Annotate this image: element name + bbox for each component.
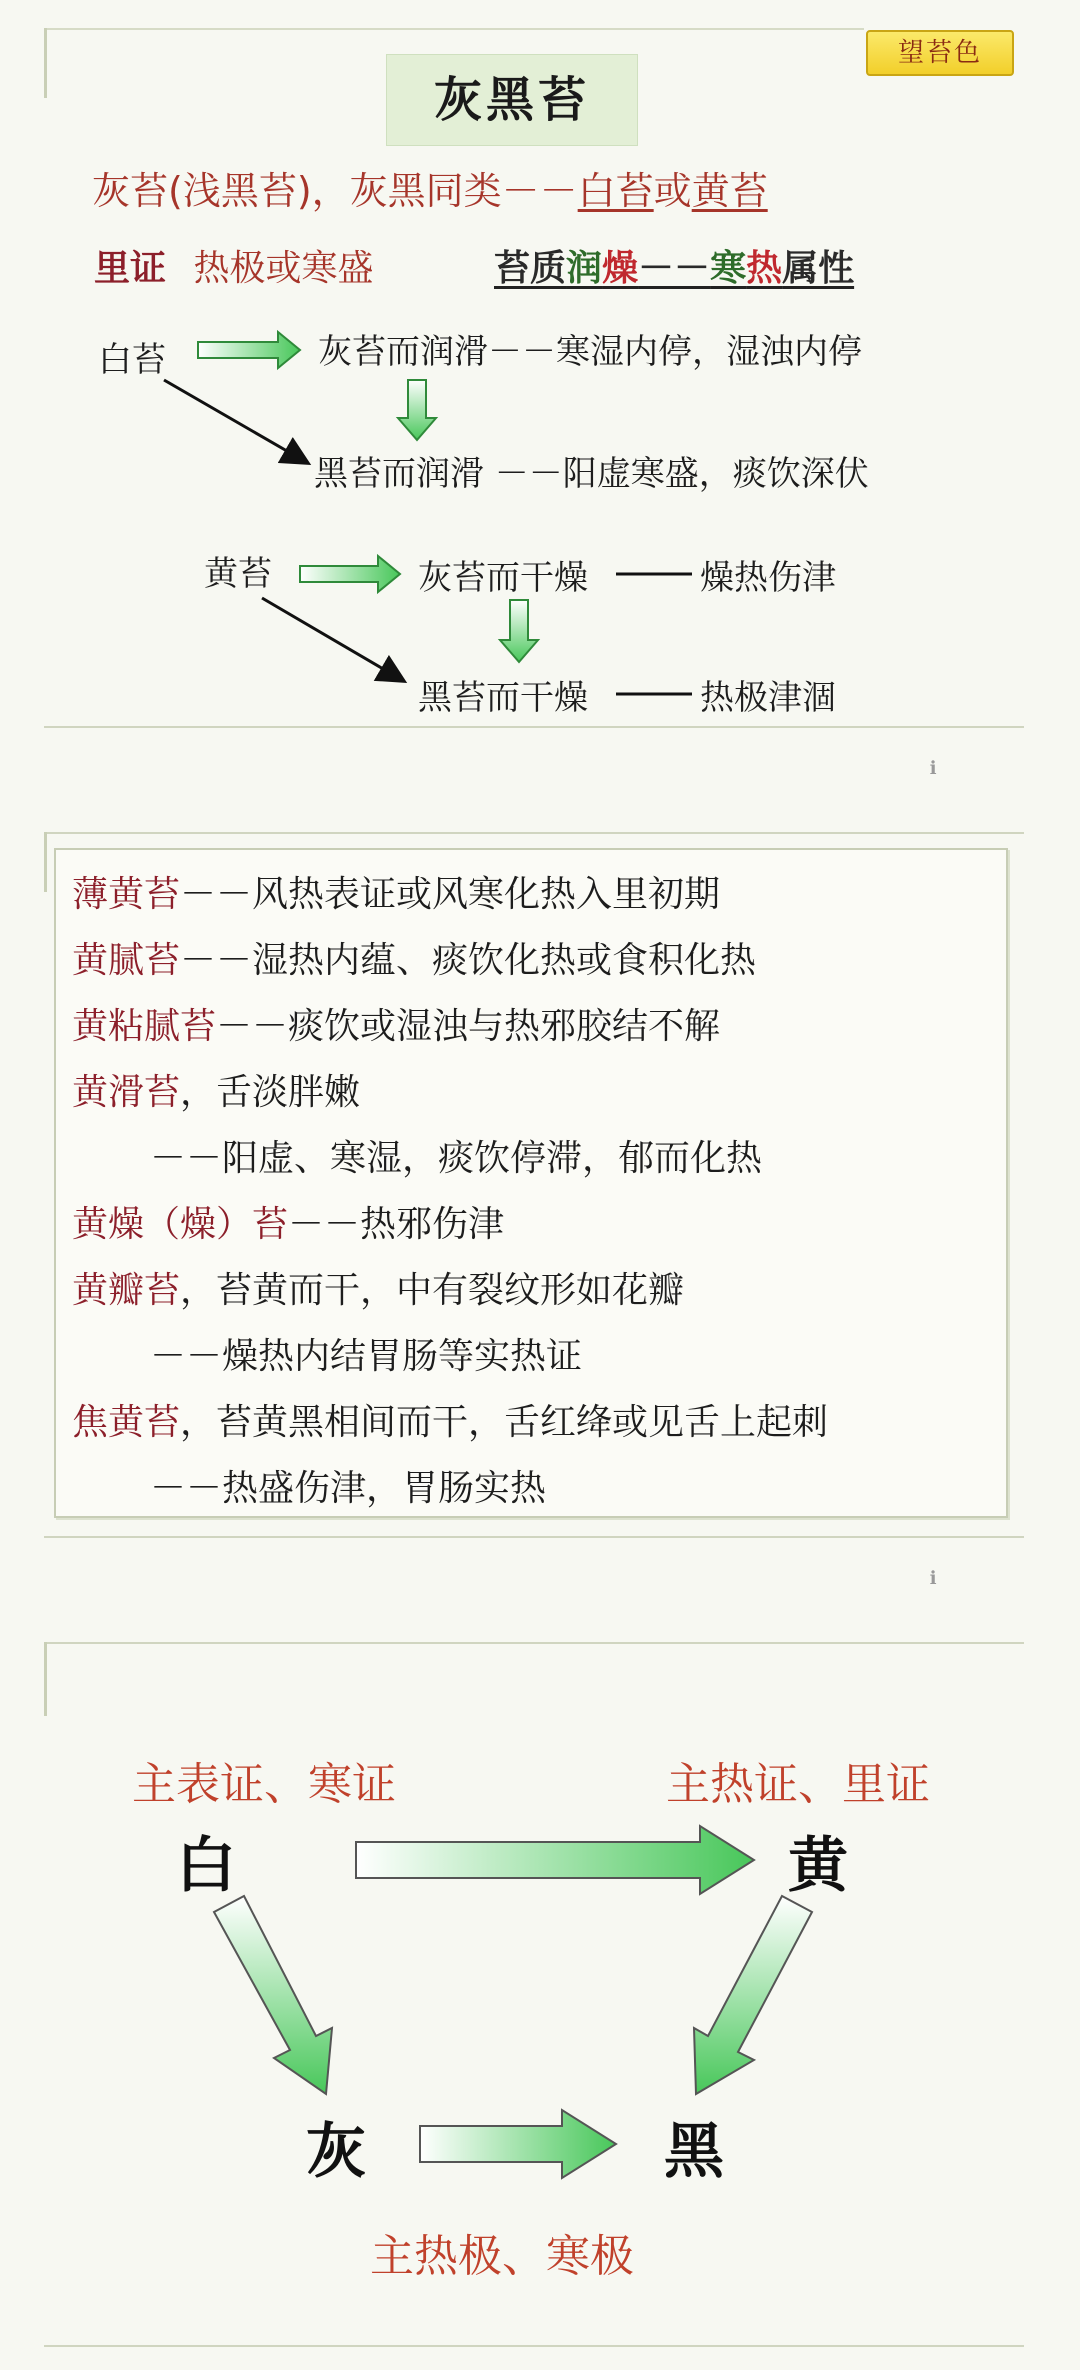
list-text: －－湿热内蕴、痰饮化热或食积化热 bbox=[180, 940, 757, 981]
white-to-black-line bbox=[164, 380, 306, 462]
category-badge: 望苔色 bbox=[866, 30, 1014, 76]
white-coating-source: 白苔 bbox=[98, 340, 166, 380]
white-coating-link: 白苔 bbox=[577, 169, 654, 213]
yellow-coating-link: 黄苔 bbox=[691, 169, 768, 213]
yellow-to-black-note: 热极津涸 bbox=[700, 678, 836, 718]
yellow-to-black-diagonal-arrow bbox=[694, 1896, 812, 2094]
white-to-grey-text: 灰苔而润滑－－寒湿内停，湿浊内停 bbox=[318, 332, 862, 372]
definition-or: 或 bbox=[653, 169, 692, 213]
yellow-node: 黄 bbox=[788, 1831, 848, 1901]
list-text: －－燥热内结胃肠等实热证 bbox=[150, 1336, 583, 1377]
list-text: －－热邪伤津 bbox=[288, 1204, 505, 1245]
white-to-black-text: 黑苔而润滑 －－阳虚寒盛，痰饮深伏 bbox=[314, 454, 869, 494]
white-to-grey-arrow bbox=[198, 332, 300, 368]
property-dash: －－ bbox=[638, 248, 711, 289]
list-term: 黄瓣苔 bbox=[72, 1270, 181, 1311]
yellow-to-grey-arrow bbox=[300, 556, 400, 592]
page-title: 灰黑苔 bbox=[386, 54, 638, 146]
yellow-coating-source: 黄苔 bbox=[204, 554, 272, 594]
info-icon: ℹ bbox=[929, 758, 937, 779]
property-quality: 苔质 bbox=[494, 248, 567, 289]
white-indication: 主表证、寒证 bbox=[132, 1759, 396, 1810]
property-heat: 热 bbox=[746, 248, 783, 289]
list-text: －－热盛伤津，胃肠实热 bbox=[150, 1468, 547, 1509]
list-text: －－阳虚、寒湿，痰饮停滞，郁而化热 bbox=[150, 1138, 763, 1179]
list-text: ，苔黄黑相间而干，舌红绛或见舌上起刺 bbox=[180, 1402, 829, 1443]
white-to-yellow-arrow bbox=[356, 1826, 754, 1894]
list-term: 黄粘腻苔 bbox=[72, 1006, 217, 1047]
grey-to-black-arrow bbox=[420, 2110, 616, 2178]
yellow-to-black-line bbox=[262, 598, 402, 680]
list-term: 黄滑苔 bbox=[72, 1072, 181, 1113]
list-term: 薄黄苔 bbox=[72, 874, 181, 915]
yellow-indication: 主热证、里证 bbox=[666, 1759, 930, 1810]
grey-black-indication: 主热极、寒极 bbox=[370, 2231, 634, 2282]
grey-node: 灰 bbox=[306, 2117, 366, 2187]
black-node: 黑 bbox=[664, 2117, 724, 2187]
syndrome-desc: 热极或寒盛 bbox=[193, 248, 374, 289]
list-term: 焦黄苔 bbox=[72, 1402, 181, 1443]
list-text: ，舌淡胖嫩 bbox=[180, 1072, 361, 1113]
grey-to-black-arrow-2 bbox=[500, 600, 538, 662]
list-term: 黄腻苔 bbox=[72, 940, 181, 981]
yellow-to-grey-note: 燥热伤津 bbox=[700, 558, 836, 598]
list-term: 黄燥（燥）苔 bbox=[72, 1204, 289, 1245]
grey-to-black-arrow-1 bbox=[398, 380, 436, 440]
list-text: ，苔黄而干，中有裂纹形如花瓣 bbox=[180, 1270, 685, 1311]
list-text: －－风热表证或风寒化热入里初期 bbox=[180, 874, 721, 915]
syndrome-label: 里证 bbox=[94, 248, 167, 289]
property-attr: 属性 bbox=[782, 248, 855, 289]
list-text: －－痰饮或湿浊与热邪胶结不解 bbox=[216, 1006, 721, 1047]
info-icon: ℹ bbox=[929, 1568, 937, 1589]
white-to-grey-diagonal-arrow bbox=[214, 1896, 332, 2094]
property-dry: 燥 bbox=[602, 248, 639, 289]
definition-text: 灰苔(浅黑苔)，灰黑同类－－ bbox=[92, 169, 578, 213]
property-cold: 寒 bbox=[710, 248, 747, 289]
property-moist: 润 bbox=[566, 248, 603, 289]
yellow-to-black-text: 黑苔而干燥 bbox=[418, 678, 588, 718]
yellow-to-grey-text: 灰苔而干燥 bbox=[418, 558, 588, 598]
white-node: 白 bbox=[176, 1831, 236, 1901]
